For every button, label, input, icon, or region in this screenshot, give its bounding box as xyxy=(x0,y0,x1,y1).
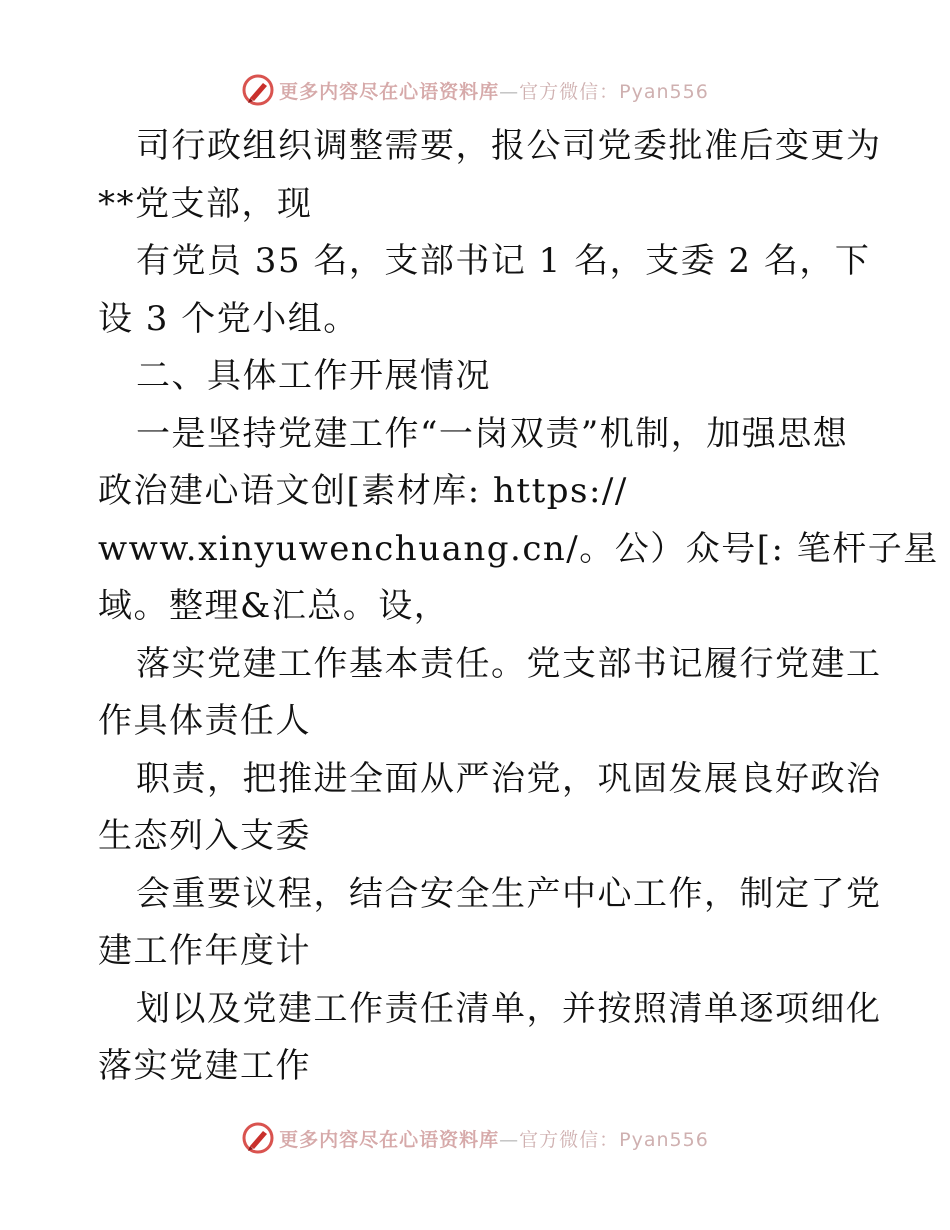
banner-main-text: 更多内容尽在心语资料库 xyxy=(279,1128,500,1151)
text-line: 政治建心语文创[素材库: https:// xyxy=(98,471,628,511)
text-line: 划以及党建工作责任清单，并按照清单逐项细化 xyxy=(136,988,882,1029)
document-body xyxy=(98,118,939,1096)
text-line: 建工作年度计 xyxy=(98,931,311,971)
text-line: 落实党建工作 xyxy=(98,1046,311,1086)
text-line: 会重要议程，结合安全生产中心工作，制定了党 xyxy=(136,873,882,914)
banner-main-text: 更多内容尽在心语资料库 xyxy=(279,80,500,103)
footer-banner xyxy=(0,1118,950,1158)
section-heading: 二、具体工作开展情况 xyxy=(136,356,491,396)
banner-wechat-text: 官方微信：Pyan556 xyxy=(519,80,709,103)
pen-logo-icon xyxy=(241,1121,275,1155)
text-line: 设 3 个党小组。 xyxy=(98,298,359,339)
text-line: 域。整理&汇总。设， xyxy=(98,586,450,626)
text-line: 有党员 35 名，支部书记 1 名，支委 2 名，下 xyxy=(136,241,871,281)
banner-wechat-text: 官方微信：Pyan556 xyxy=(519,1128,709,1151)
text-line: 落实党建工作基本责任。党支部书记履行党建工 xyxy=(136,643,882,684)
text-line: 一是坚持党建工作“一岗双责”机制，加强思想 xyxy=(136,413,849,454)
header-banner xyxy=(0,70,950,110)
banner-text xyxy=(279,77,709,104)
text-line: 职责，把推进全面从严治党，巩固发展良好政治 xyxy=(136,758,882,799)
pen-logo-icon xyxy=(241,73,275,107)
banner-separator: — xyxy=(499,1128,520,1151)
banner-separator: — xyxy=(499,80,520,103)
text-line: 作具体责任人 xyxy=(98,701,311,741)
text-line: 司行政组织调整需要，报公司党委批准后变更为 xyxy=(136,126,882,166)
banner-text xyxy=(279,1125,709,1152)
text-line: www.xinyuwenchuang.cn/。公）众号[: 笔杆子星 xyxy=(98,528,939,569)
text-line: **党支部，现 xyxy=(98,183,313,224)
text-line: 生态列入支委 xyxy=(98,816,311,856)
